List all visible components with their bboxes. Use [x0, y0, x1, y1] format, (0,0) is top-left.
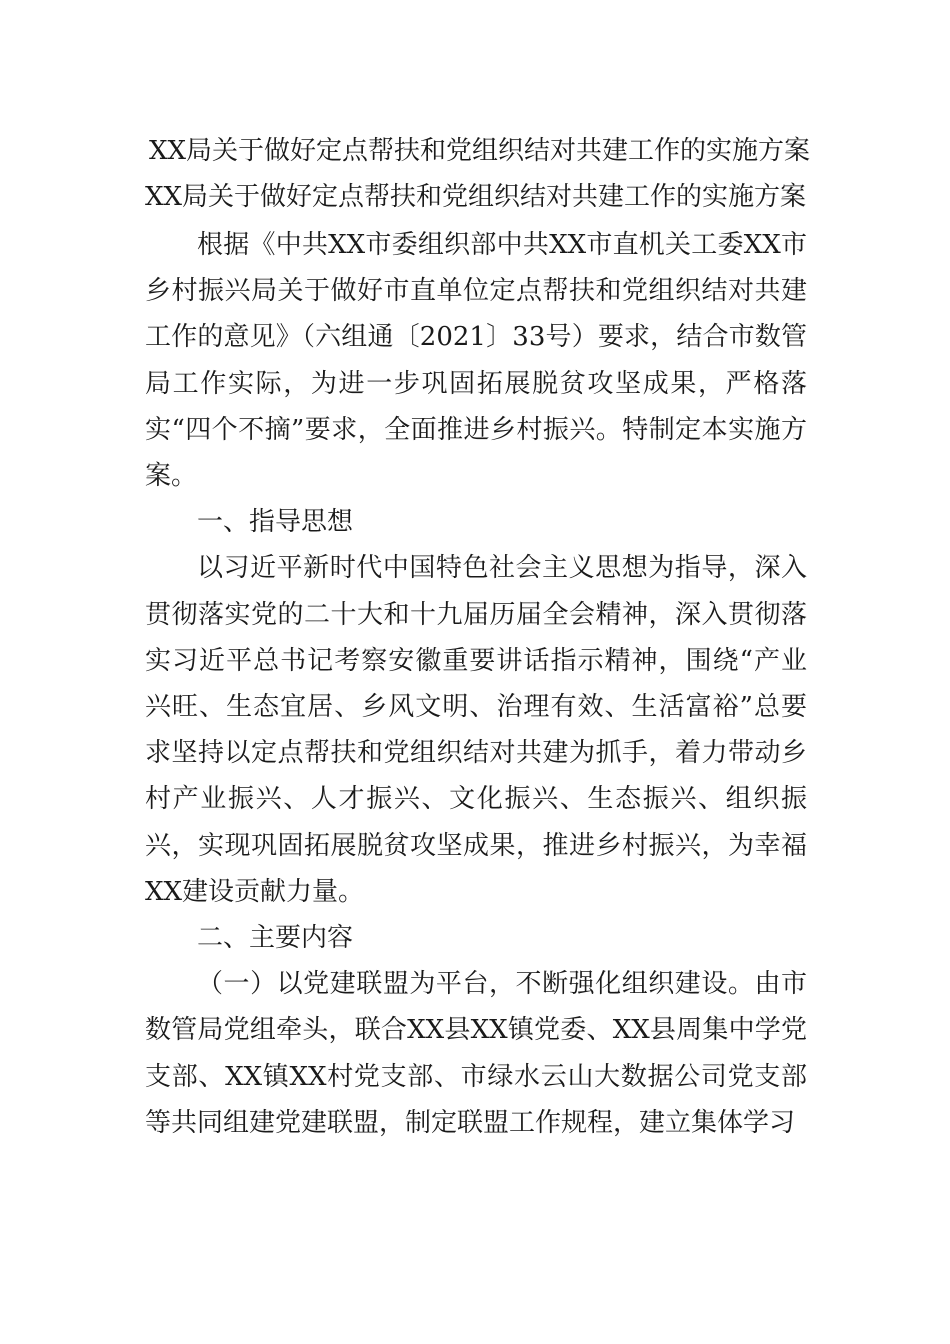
document-title: XX局关于做好定点帮扶和党组织结对共建工作的实施方案: [149, 136, 811, 166]
main-content-paragraph: （一）以党建联盟为平台，不断强化组织建设。由市数管局党组牵头，联合XX县XX镇党委、XX县周集中学党支部、XX镇XX村党支部、市绿水云山大数据公司党支部等共同组建党建联盟，制定联盟工作规程，建立集体学习: [145, 969, 807, 1138]
document-title-repeat: XX局关于做好定点帮扶和党组织结对共建工作的实施方案: [145, 182, 807, 212]
section-heading-main-content: 二、主要内容: [197, 923, 354, 954]
section-heading-guiding-ideology: 一、指导思想: [197, 507, 354, 538]
intro-paragraph: 根据《中共XX市委组织部中共XX市直机关工委XX市乡村振兴局关于做好市直单位定点帮扶和党组织结对共建工作的意见》（六组通〔2021〕33号）要求，结合市数管局工作实际，为进一步巩固拓展脱贫攻坚成果，严格落实“四个不摘”要求，全面推进乡村振兴。特制定本实施方案。: [145, 230, 807, 492]
guiding-ideology-paragraph: 以习近平新时代中国特色社会主义思想为指导，深入贯彻落实党的二十大和十九届历届全会精神，深入贯彻落实习近平总书记考察安徽重要讲话指示精神，围绕“产业兴旺、生态宜居、乡风文明、治理有效、生活富裕”总要求坚持以定点帮扶和党组织结对共建为抓手，着力带动乡村产业振兴、人才振兴、文化振兴、生态振兴、组织振兴，实现巩固拓展脱贫攻坚成果，推进乡村振兴，为幸福XX建设贡献力量。: [145, 553, 807, 907]
document-body: [145, 128, 811, 1146]
